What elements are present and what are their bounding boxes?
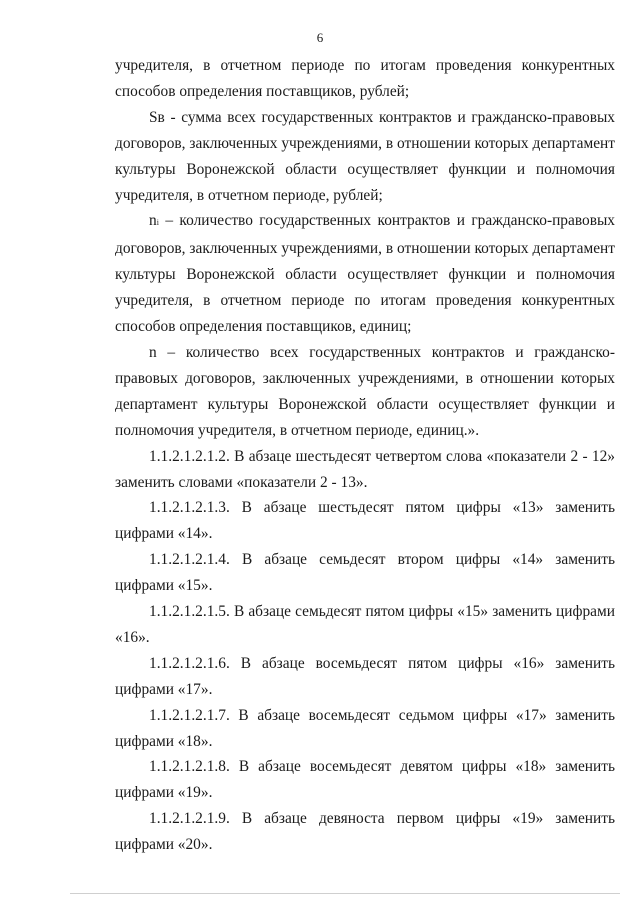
paragraph-2: Sв - сумма всех государственных контрактов и гражданско-правовых договоров, заключенных учреждениями, в отношении которых департамент культуры Воронежской области осуществляет функции и полномочия учредителя, в отчетном периоде, рублей; xyxy=(115,108,615,204)
paragraph-3-text: – количество государственных контрактов и гражданско-правовых договоров, заключенных учреждениями, в отношении которых департамент культуры Воронежской области осуществляет функции и полномочия учредителя, в отчетном периоде по итогам проведения конкурентных способов определения поставщиков, единиц; xyxy=(115,212,615,336)
page-number: 6 xyxy=(316,30,324,45)
variable-n: n xyxy=(149,212,157,230)
variable-n-subscript: i xyxy=(156,218,159,228)
paragraph-10: 1.1.2.1.2.1.7. В абзаце восемьдесят седьмом цифры «17» заменить цифрами «18». xyxy=(115,706,615,750)
paragraph-8: 1.1.2.1.2.1.5. В абзаце семьдесят пятом цифры «15» заменить цифрами «16». xyxy=(115,603,615,646)
paragraph-1: учредителя, в отчетном периоде по итогам проведения конкурентных способов определения поставщиков, рублей; xyxy=(115,57,615,100)
paragraph-11: 1.1.2.1.2.1.8. В абзаце восемьдесят девятом цифры «18» заменить цифрами «19». xyxy=(115,758,615,802)
paragraph-9: 1.1.2.1.2.1.6. В абзаце восемьдесят пятом цифры «16» заменить цифрами «17». xyxy=(115,654,615,698)
paragraph-12: 1.1.2.1.2.1.9. В абзаце девяноста первом цифры «19» заменить цифрами «20». xyxy=(115,810,615,854)
paragraph-3 xyxy=(115,208,615,340)
paragraph-7: 1.1.2.1.2.1.4. В абзаце семьдесят втором цифры «14» заменить цифрами «15». xyxy=(115,551,615,595)
page-bottom-divider xyxy=(70,893,620,894)
document-body xyxy=(115,53,615,858)
paragraph-4: n – количество всех государственных контрактов и гражданско-правовых договоров, заключенных учреждениями, в отношении которых департамент культуры Воронежской области осуществляет функции и полномочия учредителя, в отчетном периоде, единиц.». xyxy=(115,343,615,439)
paragraph-6: 1.1.2.1.2.1.3. В абзаце шестьдесят пятом цифры «13» заменить цифрами «14». xyxy=(115,499,615,543)
paragraph-5: 1.1.2.1.2.1.2. В абзаце шестьдесят четвертом слова «показатели 2 - 12» заменить словами «показатели 2 - 13». xyxy=(115,447,615,491)
